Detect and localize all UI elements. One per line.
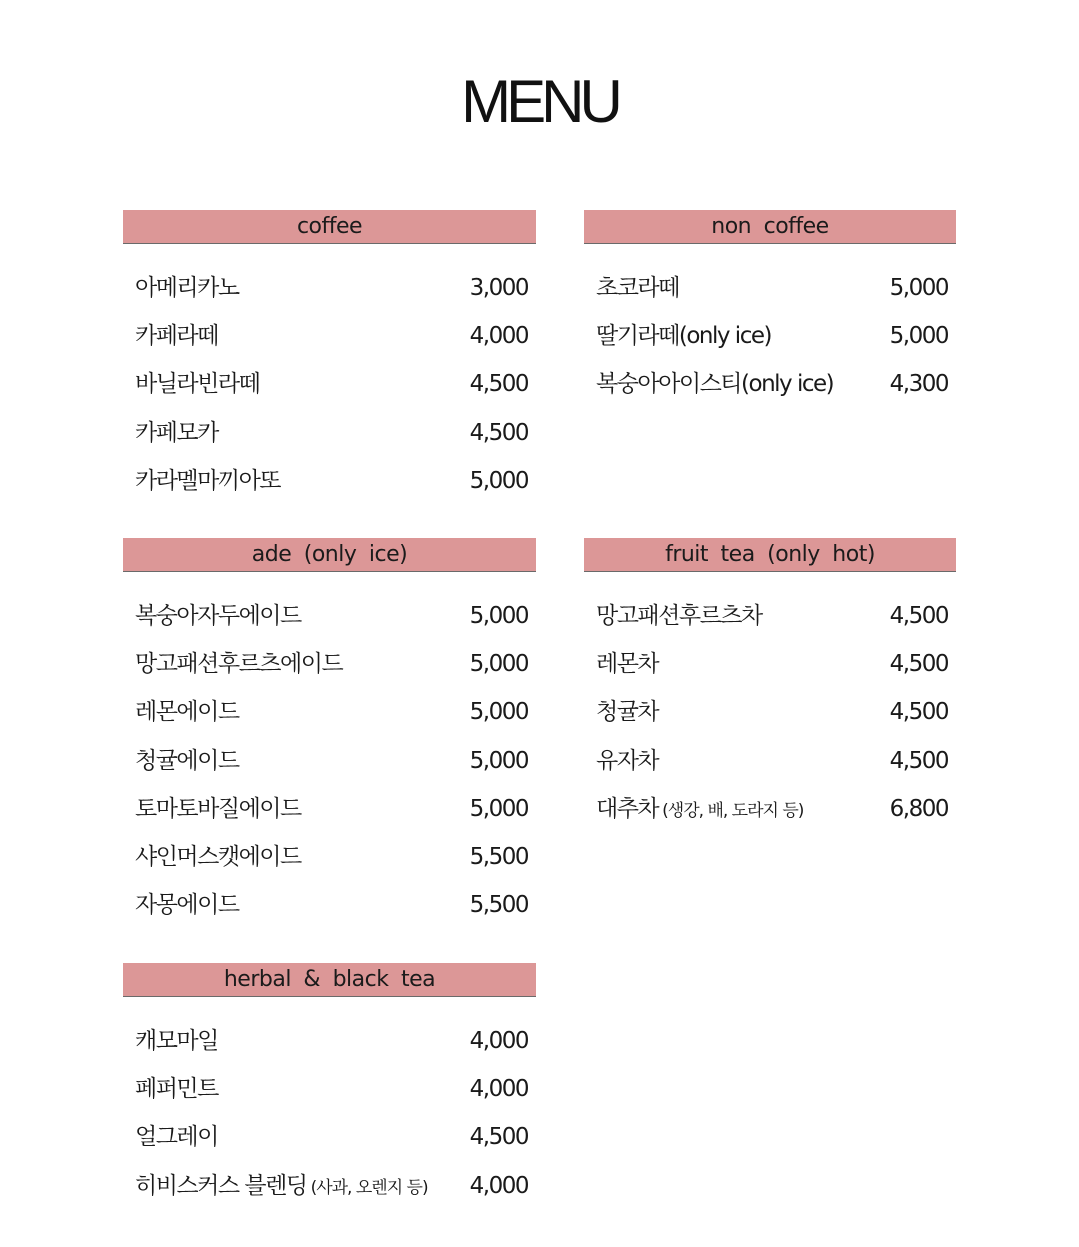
item-name: 샤인머스캣에이드 (135, 843, 301, 870)
item-name: 자몽에이드 (135, 892, 239, 919)
item-name-text: 히비스커스 블렌딩 (135, 1172, 307, 1199)
item-price: 5,000 (889, 275, 948, 301)
section-non-coffee (584, 210, 956, 417)
item-price: 4,500 (889, 603, 948, 629)
item-name: 복숭아아이스티(only ice) (596, 371, 834, 398)
item-list (123, 600, 536, 937)
item-name: 카라멜마끼아또 (135, 467, 281, 494)
item-name: 유자차 (596, 747, 659, 774)
menu-item (123, 465, 536, 513)
item-note: (생강, 배, 도라지 등) (662, 800, 804, 821)
menu-item (123, 320, 536, 368)
item-list (584, 600, 956, 841)
menu-item (123, 1121, 536, 1169)
item-name: 레몬차 (596, 651, 659, 678)
item-price: 4,500 (469, 419, 528, 446)
item-price: 4,300 (889, 371, 948, 398)
item-name: 망고패션후르츠차 (596, 603, 762, 629)
menu-item (584, 368, 956, 416)
item-name: 아메리카노 (135, 275, 239, 301)
item-name: 카페라떼 (135, 323, 218, 350)
item-price: 5,000 (469, 603, 528, 629)
menu-title: MENU (461, 68, 618, 135)
item-price: 4,000 (469, 1172, 528, 1199)
item-price: 4,000 (469, 1076, 528, 1103)
item-price: 5,000 (469, 795, 528, 822)
item-price: 3,000 (469, 275, 528, 301)
item-price: 5,000 (469, 651, 528, 678)
item-price: 4,500 (889, 747, 948, 774)
menu-item (123, 745, 536, 793)
section-coffee (123, 210, 536, 513)
item-note: (사과, 오렌지 등) (310, 1177, 428, 1198)
menu-item (123, 1025, 536, 1073)
item-name: 망고패션후르츠에이드 (135, 651, 343, 678)
menu-item (584, 648, 956, 696)
menu-item (584, 745, 956, 793)
menu-item (123, 841, 536, 889)
item-name: 청귤에이드 (135, 747, 239, 774)
item-price: 5,000 (469, 699, 528, 726)
item-list (123, 272, 536, 513)
menu-item (123, 793, 536, 841)
item-name: 청귤차 (596, 699, 659, 726)
menu-item (123, 696, 536, 744)
item-name: 레몬에이드 (135, 699, 239, 726)
item-name (135, 1170, 428, 1204)
item-name-text: 대추차 (596, 795, 659, 822)
item-list (123, 1025, 536, 1218)
item-name: 바닐라빈라떼 (135, 371, 260, 398)
section-header: ade (only ice) (123, 538, 536, 572)
menu-item (123, 417, 536, 465)
menu-item (584, 696, 956, 744)
menu-item (123, 889, 536, 937)
item-name: 복숭아자두에이드 (135, 603, 301, 629)
item-price: 4,500 (889, 651, 948, 678)
item-price: 5,000 (469, 747, 528, 774)
menu-item (123, 272, 536, 320)
section-header: non coffee (584, 210, 956, 244)
menu-item (123, 600, 536, 648)
section-fruit-tea (584, 538, 956, 841)
menu-item (123, 648, 536, 696)
section-header: herbal & black tea (123, 963, 536, 997)
menu-item (123, 1170, 536, 1218)
item-name (596, 793, 803, 827)
menu-item (123, 368, 536, 416)
item-price: 4,500 (469, 1124, 528, 1151)
menu-item (584, 272, 956, 320)
item-price: 4,500 (889, 699, 948, 726)
item-price: 5,500 (469, 892, 528, 919)
item-price: 5,500 (469, 843, 528, 870)
item-name: 캐모마일 (135, 1028, 218, 1054)
item-name: 페퍼민트 (135, 1076, 218, 1103)
item-name: 딸기라떼(only ice) (596, 323, 771, 350)
item-price: 4,000 (469, 323, 528, 350)
menu-item (123, 1073, 536, 1121)
item-list (584, 272, 956, 417)
item-price: 6,800 (889, 795, 948, 822)
menu-item (584, 793, 956, 841)
item-price: 5,000 (889, 323, 948, 350)
section-herbal-black-tea (123, 963, 536, 1218)
menu-item (584, 600, 956, 648)
item-price: 4,000 (469, 1028, 528, 1054)
section-ade (123, 538, 536, 937)
item-name: 카페모카 (135, 419, 218, 446)
item-name: 토마토바질에이드 (135, 795, 301, 822)
item-price: 4,500 (469, 371, 528, 398)
item-name: 초코라떼 (596, 275, 679, 301)
menu-item (584, 320, 956, 368)
item-name: 얼그레이 (135, 1124, 218, 1151)
section-header: fruit tea (only hot) (584, 538, 956, 572)
section-header: coffee (123, 210, 536, 244)
item-price: 5,000 (469, 467, 528, 494)
